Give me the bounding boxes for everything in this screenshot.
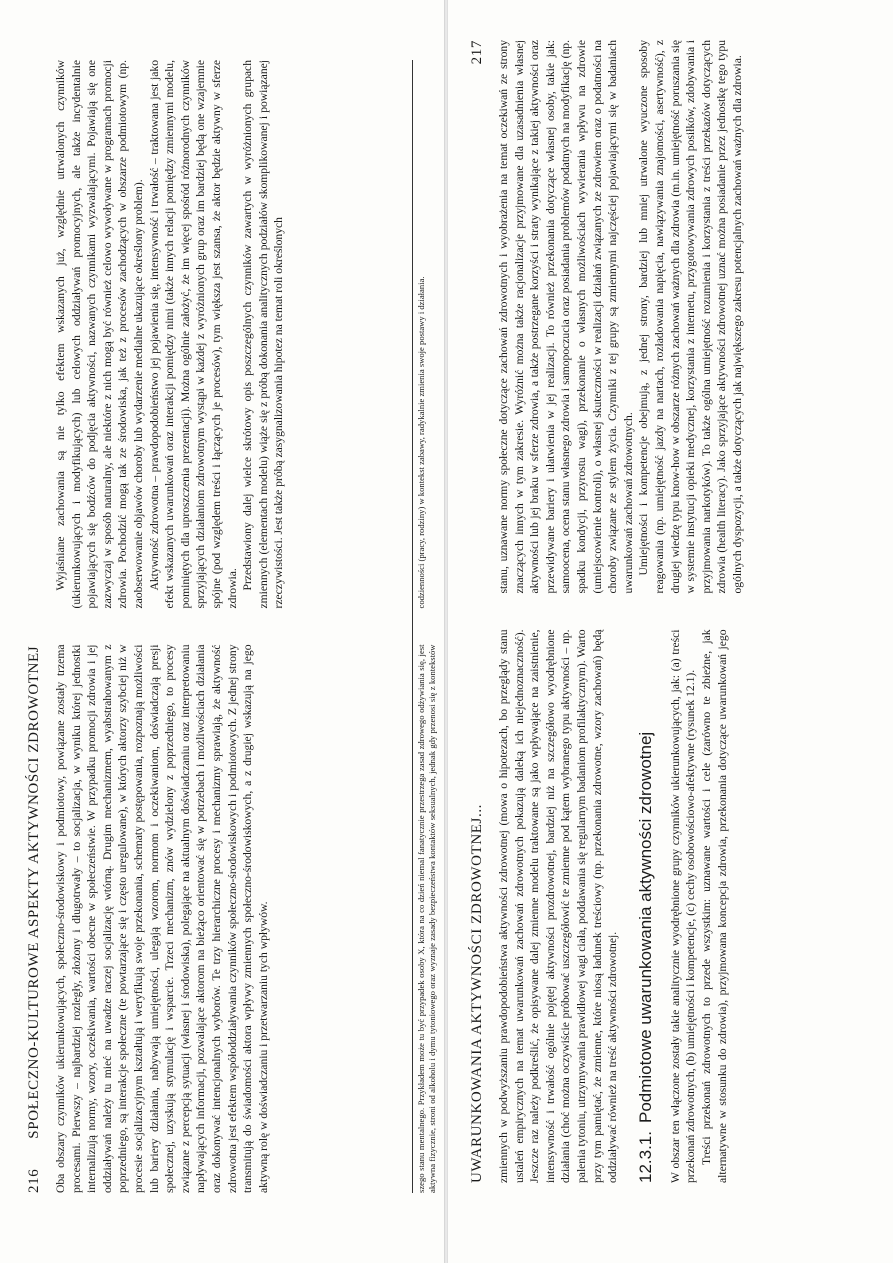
paragraph: W obszar ten włączone zostały takie analitycznie wyodrębnione grupy czynników ukierunkowujących, jak: (a) treści przekonań zdrowotnych, (b) umiejętności i kompetencje, (c) cechy osobowościowo-afektywne (rysunek 12.1). [668, 629, 698, 1183]
paragraph: Umiejętności i kompetencje obejmują, z jednej strony, bardziej lub mniej utrwalone wyuczone sposoby reagowania (np. umiejętność jazdy na nartach, rozładowania napięcia, nawiązywania znajomości, asertywność), z drugiej wiedzę typu know-how w obszarze różnych zachowań ważnych dla zdrowia (m.in. umiejętność poruszania się w systemie instytucji opieki medycznej, korzystania z internetu, przygotowywania zdrowych posiłków, zdobywania i przyjmowania narkotyków). To także ogólna umiejętność rozumienia i korzystania z treści przekazów dotyczących zdrowia (health literacy). Jako sprzyjające aktywności zdrowotnej uznać można posiadanie przez jednostkę tego typu ogólnych dyspozycji, a także dotyczących jak największego zakresu potencjalnych zachowań ważnych dla zdrowia. [637, 40, 744, 594]
paragraph: Aktywność zdrowotna – prawdopodobieństwo jej pojawienia się, intensywność i trwałość – traktowana jest jako efekt wskazanych uwarunkowań oraz interakcji pomiędzy nimi (także innych relacji pomiędzy zmiennymi modelu, pominiętych dla uproszczenia prezentacji). Można ogólnie założyć, że im więcej spośród różnorodnych czynników sprzyjających działaniom zdrowotnym wystąpi w każdej z wyróżnionych grup oraz im bardziej będą one wzajemnie spójne (pod względem treści i łączących je procesów), tym większa jest szansa, że aktor będzie aktywny w sferze zdrowia. [147, 60, 239, 609]
footnote [412, 60, 438, 1193]
paragraph: Oba obszary czynników ukierunkowujących, społeczno-środowiskowy i podmiotowy, powiązane zostały trzema procesami. Pierwszy – najbardziej rozległy, złożony i długotrwały – to socjalizacja, w wyniku której jednostki internalizują normy, wzory, oczekiwania, wartości obecne w społeczeństwie. W przypadku promocji zdrowia i jej oddziaływań należy tu mieć na uwadze raczej socjalizację wtórną. Drugim mechanizmem, wyabstrahowanym z poprzedniego, są interakcje społeczne (te powtarzające się i często uregulowane), w których aktorzy szybciej niż w procesie socjalizacyjnym kształtują i weryfikują swoje przekonania, schematy postępowania, rozpoznają możliwości lub bariery działania, nabywają umiejętności, ulegają wzorom, normom i oczekiwaniom, doświadczają presji społecznej, uzyskują stymulację i wsparcie. Trzeci mechanizm, znów wydzielony z poprzedniego, to procesy związane z percepcją sytuacji (własnej i środowiska), polegające na aktualnym doświadczaniu oraz interpretowaniu napływających informacji, pozwalające aktorom na bieżąco orientować się w potrzebach i możliwościach działania oraz dokonywać intencjonalnych wyborów. Te trzy hierarchiczne procesy i mechanizmy sprawiają, że aktywność zdrowotna jest efektem współoddziaływania czynników społeczno-środowiskowych i podmiotowych. Z jednej strony transmitują do świadomości aktora wpływy zmiennych społeczno-środowiskowych, a z drugiej wskazują na jego aktywną rolę w doświadczaniu i przetwarzaniu tych wpływów. [54, 644, 270, 1193]
left-body-text [53, 60, 443, 1193]
footnote-text: szego stanu mentalnego. Przykładem może tu być przypadek osoby X, która na co dzień niemal fanatycznie przestrzega zasad zdrowego odżywiania się, jest aktywna fizycznie, stroni od alkoholu i dymu tytoniowego oraz wyznaje zasady bezpieczeństwa kontaktów seksualnych, jednak gdy przenosi się z kontekstów codzienności (pracy, rodziny) w kontekst zabawy, radykalnie zmienia swoje postawy i działania. [416, 276, 437, 1193]
paragraph: Wyjaśniane zachowania są nie tylko efektem wskazanych już, względnie utrwalonych czynników (ukierunkowujących i modyfikujących) lub celowych oddziaływań promocyjnych, ale także incydentalnie pojawiających się bodźców do podjęcia aktywności, nazwanych czynnikami wyzwalającymi. Pojawiają się one zazwyczaj w sposób naturalny, ale niektóre z nich mogą być również celowo wywoływane w programach promocji zdrowia. Pochodzić mogą tak ze środowiska, jak też z procesów zachodzących w obszarze podmiotowym (np. zaobserwowanie objawów choroby lub wydarzenie medialne ukazujące określony problem). [54, 60, 145, 609]
section-number: 12.3.1. [635, 1131, 655, 1183]
paragraph: Treści przekonań zdrowotnych to przede wszystkim: uznawane wartości i cele (zarówno te zbieżne, jak alternatywne w stosunku do zdrowia), przyjmowana koncepcja zdrowia, przekonania dotyczące uwarunkowań jego stanu, uznawane normy społeczne dotyczące zachowań zdrowotnych i wyobrażenia na temat oczekiwań ze strony znaczących innych w tym zakresie. Wyróżnić można także racjonalizacje przyjmowane dla uzasadnienia własnej aktywności lub jej braku w sferze zdrowia, a także postrzegane korzyści i straty wynikające z takiej aktywności oraz przewidywane bariery i ułatwienia w jej realizacji. To również przekonania dotyczące własnej osoby, takie jak: samoocena, ocena stanu własnego zdrowia i samopoczucia oraz posiadania problemów podatnych na modyfikację (np. spadku kondycji, przyrostu wagi), przekonanie o własnych możliwościach wywierania wpływu na zdrowie (umiejscowienie kontroli), o własnej skuteczności w realizacji działań związanych ze zdrowiem oraz o podatności na choroby związane ze stylem życia. Czynniki z tej grupy są zmiennymi najczęściej pojawiającymi się w badaniach uwarunkowań zachowań zdrowotnych. [497, 40, 729, 1183]
left-page [0, 0, 446, 1263]
right-page [447, 0, 893, 1263]
left-page-number: 216 [26, 1168, 42, 1193]
section-title: Podmiotowe uwarunkowania aktywności zdrowotnej [635, 731, 655, 1123]
right-page-number: 217 [469, 40, 485, 65]
section-heading [635, 630, 656, 1184]
left-running-head [26, 60, 43, 1193]
paragraph: Przedstawiony dalej wielce skrótowy opis poszczególnych czynników zawartych w wyróżnionych grupach zmiennych (elementach modelu) wiąże się z próbą dokonania analitycznych podziałów skomplikowanej i powiązanej rzeczywistości. Jest także próbą zasygnalizowania hipotez na temat roli określonych [241, 60, 286, 609]
right-running-head [469, 40, 486, 1183]
right-body-text [496, 40, 886, 1183]
left-running-title: SPOŁECZNO-KULTUROWE ASPEKTY AKTYWNOŚCI ZDROWOTNEJ [26, 645, 42, 1139]
right-running-title: UWARUNKOWANIA AKTYWNOŚCI ZDROWOTNEJ... [469, 803, 485, 1183]
paragraph: zmiennych w podwyższaniu prawdopodobieństwa aktywności zdrowotnej (mowa o hipotezach, bo przeglądy stanu ustaleń empirycznych na temat uwarunkowań zachowań zdrowotnych pokazują daleką ich niejednoznaczność). Jeszcze raz należy podkreślić, że opisywane dalej zmienne modelu traktowane są jako wpływające na zaistnienie, intensywność i trwałość ogólnie pojętej aktywności prozdrowotnej, bardziej niż na szczegółowo wyodrębnione działania (choć można oczywiście próbować uszczegółowić te zmienne pod kątem wybranego typu aktywności – np. palenia tytoniu, utrzymywania prawidłowej wagi ciała, poddawania się regularnym badaniom profilaktycznym). Warto przy tym pamiętać, że zmienne, które niosą ładunek treściowy (np. przekonania zdrowotne, wzory zachowań) będą oddziaływać również na treść aktywności zdrowotnej. [497, 629, 620, 1183]
